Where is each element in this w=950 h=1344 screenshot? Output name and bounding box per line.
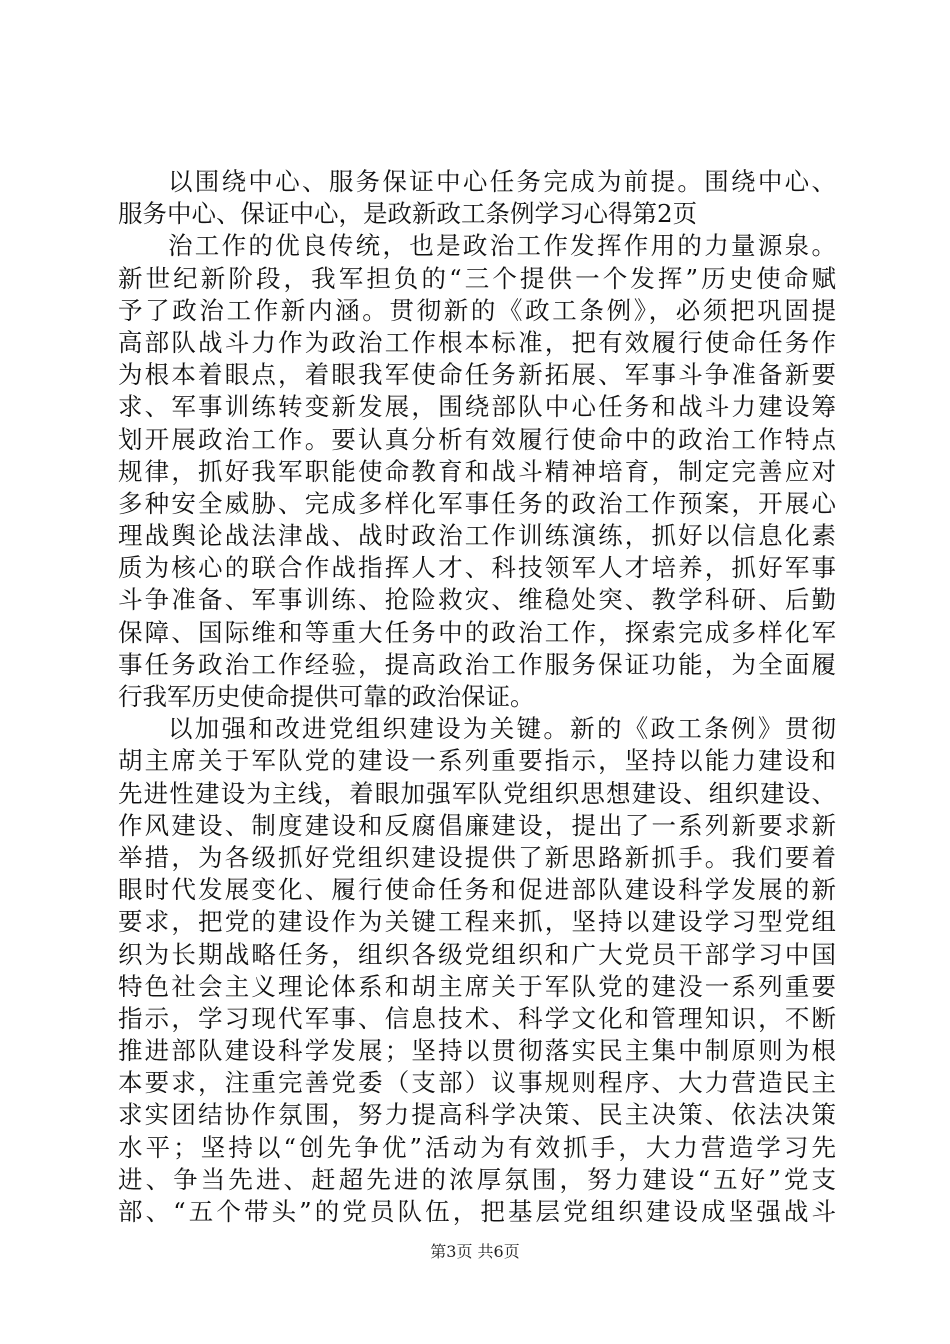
- text-line: 进、争当先进、赶超先进的浓厚氛围，努力建设“五好”党支: [118, 1164, 836, 1194]
- text-line: 治工作的优良传统，也是政治工作发挥作用的力量源泉。: [168, 231, 836, 261]
- paragraph: [118, 230, 836, 713]
- text-line: 行我军历史使命提供可靠的政治保证。: [118, 682, 535, 711]
- document-body: [118, 166, 836, 1228]
- text-line: 以围绕中心、服务保证中心任务完成为前提。围绕中心、: [168, 167, 836, 196]
- text-line: 规律，抓好我军职能使命教育和战斗精神培育，制定完善应对: [118, 456, 836, 486]
- text-line: 质为核心的联合作战指挥人才、科技领军人才培养，抓好军事: [118, 553, 836, 583]
- text-line: 眼时代发展变化、履行使命任务和促进部队建设科学发展的新: [118, 875, 836, 905]
- text-line: 理战舆论战法津战、战时政治工作训练演练，抓好以信息化素: [118, 521, 836, 551]
- text-line: 胡主席关于军队党的建设一系列重要指示，坚持以能力建设和: [118, 746, 836, 776]
- text-line: 事任务政治工作经验，提高政治工作服务保证功能，为全面履: [118, 649, 836, 679]
- text-line: 要求，把党的建设作为关键工程来抓，坚持以建设学习型党组: [118, 907, 836, 937]
- text-line: 为根本着眼点，着眼我军使命任务新拓展、军事斗争准备新要: [118, 360, 836, 390]
- text-line: 保障、国际维和等重大任务中的政治工作，探索完成多样化军: [118, 617, 836, 647]
- text-line: 举措，为各级抓好党组织建设提供了新思路新抓手。我们要着: [118, 842, 836, 872]
- text-line: 服务中心、保证中心，是政新政工条例学习心得第2页: [118, 199, 698, 229]
- text-line: 求实团结协作氛围，努力提高科学决策、民主决策、依法决策: [118, 1100, 836, 1130]
- page-footer: [0, 1242, 950, 1262]
- text-line: 部、“五个带头”的党员队伍，把基层党组织建设成坚强战斗: [118, 1197, 836, 1226]
- text-line: 高部队战斗力作为政治工作根本标准，把有效履行使命任务作: [118, 327, 836, 357]
- text-line: 织为长期战略任务，组织各级党组织和广大党员干部学习中国: [118, 939, 836, 969]
- text-line: 先进性建设为主线，着眼加强军队党组织思想建设、组织建设、: [118, 778, 836, 808]
- text-line: 多种安全威胁、完成多样化军事任务的政治工作预案，开展心: [118, 488, 836, 518]
- text-line: 本要求，注重完善党委（支部）议事规则程序、大力营造民主: [118, 1068, 836, 1098]
- text-line: 以加强和改进党组织建设为关键。新的《政工条例》贯彻: [168, 714, 836, 744]
- text-line: 划开展政治工作。要认真分析有效履行使命中的政治工作特点: [118, 424, 836, 454]
- text-line: 指示，学习现代军事、信息技术、科学文化和管理知识，不断: [118, 1003, 836, 1033]
- text-line: 予了政治工作新内涵。贯彻新的《政工条例》，必须把巩固提: [118, 295, 836, 325]
- page-number-label: 第3页 共6页: [430, 1242, 520, 1261]
- text-line: 作风建设、制度建设和反腐倡廉建设，提出了一系列新要求新: [118, 810, 836, 840]
- text-line: 求、军事训练转变新发展，围绕部队中心任务和战斗力建设筹: [118, 392, 836, 422]
- text-line: 斗争准备、军事训练、抢险救灾、维稳处突、教学科研、后勤: [118, 585, 836, 615]
- text-line: 推进部队建设科学发展；坚持以贯彻落实民主集中制原则为根: [118, 1036, 836, 1066]
- paragraph: [118, 713, 836, 1228]
- text-line: 新世纪新阶段，我军担负的“三个提供一个发挥”历史使命赋: [118, 263, 836, 293]
- text-line: 水平；坚持以“创先争优”活动为有效抓手，大力营造学习先: [118, 1132, 836, 1162]
- paragraph: [118, 166, 836, 230]
- text-line: 特色社会主义理论体系和胡主席关于军队党的建没一系列重要: [118, 971, 836, 1001]
